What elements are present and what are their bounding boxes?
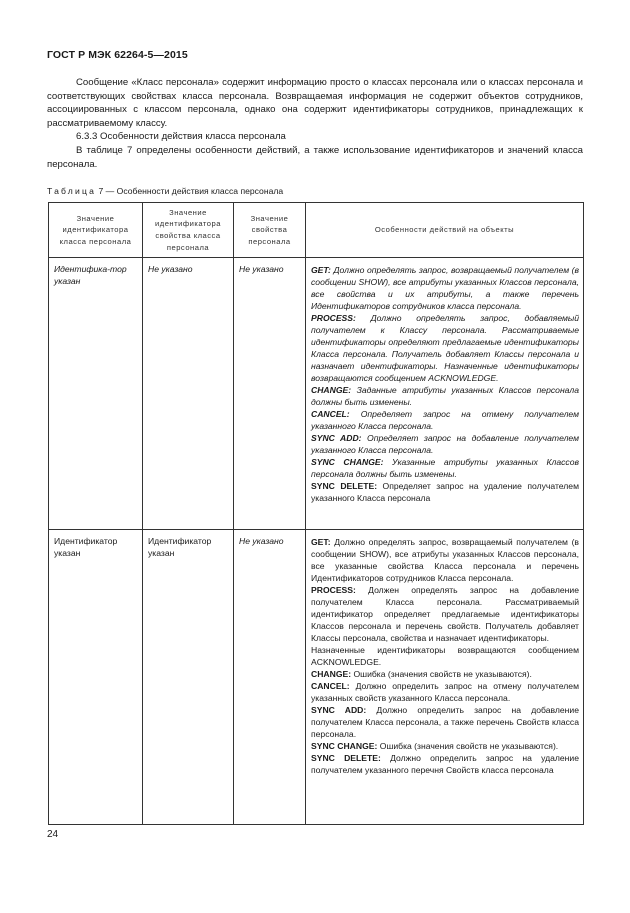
header-actions: Особенности действий на объекты bbox=[306, 203, 584, 258]
intro-paragraph: Сообщение «Класс персонала» содержит информацию просто о классах персонала или о классах персонала и соответствующих свойствах класса персонала. Возвращаемая информация не содержит объектов сотрудников, ассоциированных с классом персонала, однако она содержит идентификаторы сотрудников, принадлежащих к рассматриваемому классу. bbox=[47, 77, 583, 129]
action-line: GET: Должно определять запрос, возвращаемый получателем (в сообщении SHOW), все атрибуты указанных Классов персонала, все указанные свойства Класса персонала и перечень Идентификаторов сотрудников Класса персонала. bbox=[311, 537, 580, 583]
cell-class-id: Идентифика-тор указан bbox=[49, 258, 143, 530]
action-line: CANCEL: Определяет запрос на отмену получателем указанного Класса персонала. bbox=[311, 409, 579, 431]
table-header-row bbox=[49, 203, 584, 258]
cell-actions bbox=[306, 530, 584, 825]
header-property-id: Значение идентификатора свойства класса персонала bbox=[143, 203, 234, 258]
action-line: SYNC DELETE: Должно определить запрос на удаление получателем указанного перечня Свойств класса персонала bbox=[311, 753, 580, 775]
action-line: SYNC CHANGE: Указанные атрибуты указанных Классов персонала должны быть изменены. bbox=[311, 457, 579, 479]
section-heading: 6.3.3 Особенности действия класса персонала bbox=[76, 131, 286, 143]
cell-property-value: Не указано bbox=[234, 258, 306, 530]
cell-property-id: Идентификатор указан bbox=[143, 530, 234, 825]
action-line: SYNC ADD: Должно определить запрос на добавление получателем Класса персонала, а также перечень Свойств класса персонала. bbox=[311, 705, 579, 739]
document-header: ГОСТ Р МЭК 62264-5—2015 bbox=[47, 49, 188, 61]
cell-class-id: Идентификатор указан bbox=[49, 530, 143, 825]
action-line: SYNC ADD: Определяет запрос на добавление получателем указанного Класса персонала. bbox=[311, 433, 579, 455]
cell-actions bbox=[306, 258, 584, 530]
intro-text bbox=[47, 76, 583, 171]
intro-paragraph-2: В таблице 7 определены особенности действий, а также использование идентификаторов и значений класса персонала. bbox=[47, 144, 583, 170]
action-line: SYNC CHANGE: Ошибка (значения свойств не указываются). bbox=[311, 741, 559, 751]
action-line: CANCEL: Должно определить запрос на отмену получателем указанных свойств указанного Класса персонала. bbox=[311, 681, 579, 703]
table-caption bbox=[47, 186, 283, 196]
cell-property-value: Не указано bbox=[234, 530, 306, 825]
table-row bbox=[49, 258, 584, 530]
page-number: 24 bbox=[47, 829, 59, 840]
action-line: PROCESS: Должен определять запрос на добавление получателем Класса персонала. Рассматриваемый идентификатор определяет предлагаемые идентификаторы Классов персонала и перечень свойств. Получатель добавляет Классы персонала, свойства и назначает идентификаторы. bbox=[311, 585, 580, 643]
table-caption-text: 7 — Особенности действия класса персонала bbox=[98, 186, 284, 196]
action-line: CHANGE: Заданные атрибуты указанных Классов персонала должны быть изменены. bbox=[311, 385, 579, 407]
cell-property-id: Не указано bbox=[143, 258, 234, 530]
header-property-value: Значение свойства персонала bbox=[234, 203, 306, 258]
actions-table bbox=[48, 202, 584, 825]
action-line: PROCESS: Должно определять запрос, добавляемый получателем к Классу персонала. Рассматриваемые идентификаторы определяют предлагаемые идентификаторы Класса персонала. Получатель добавляет Классы персонала и назначает идентификаторы. Назначенные идентификаторы возвращаются сообщением ACKNOWLEDGE. bbox=[311, 313, 579, 383]
table-caption-label: Таблица bbox=[47, 186, 97, 196]
action-line: SYNC DELETE: Определяет запрос на удаление получателем указанного Класса персонала bbox=[311, 481, 579, 503]
action-line: CHANGE: Ошибка (значения свойств не указываются). bbox=[311, 669, 532, 679]
action-line: Назначенные идентификаторы возвращаются сообщением ACKNOWLEDGE. bbox=[311, 645, 579, 667]
table-row bbox=[49, 530, 584, 825]
header-class-id: Значение идентификатора класса персонала bbox=[49, 203, 143, 258]
action-line: GET: Должно определять запрос, возвращаемый получателем (в сообщении SHOW), все атрибуты указанных Классов персонала, все свойства и их атрибуты, а также перечень Идентификаторов сотрудников класса персонала. bbox=[311, 265, 579, 311]
